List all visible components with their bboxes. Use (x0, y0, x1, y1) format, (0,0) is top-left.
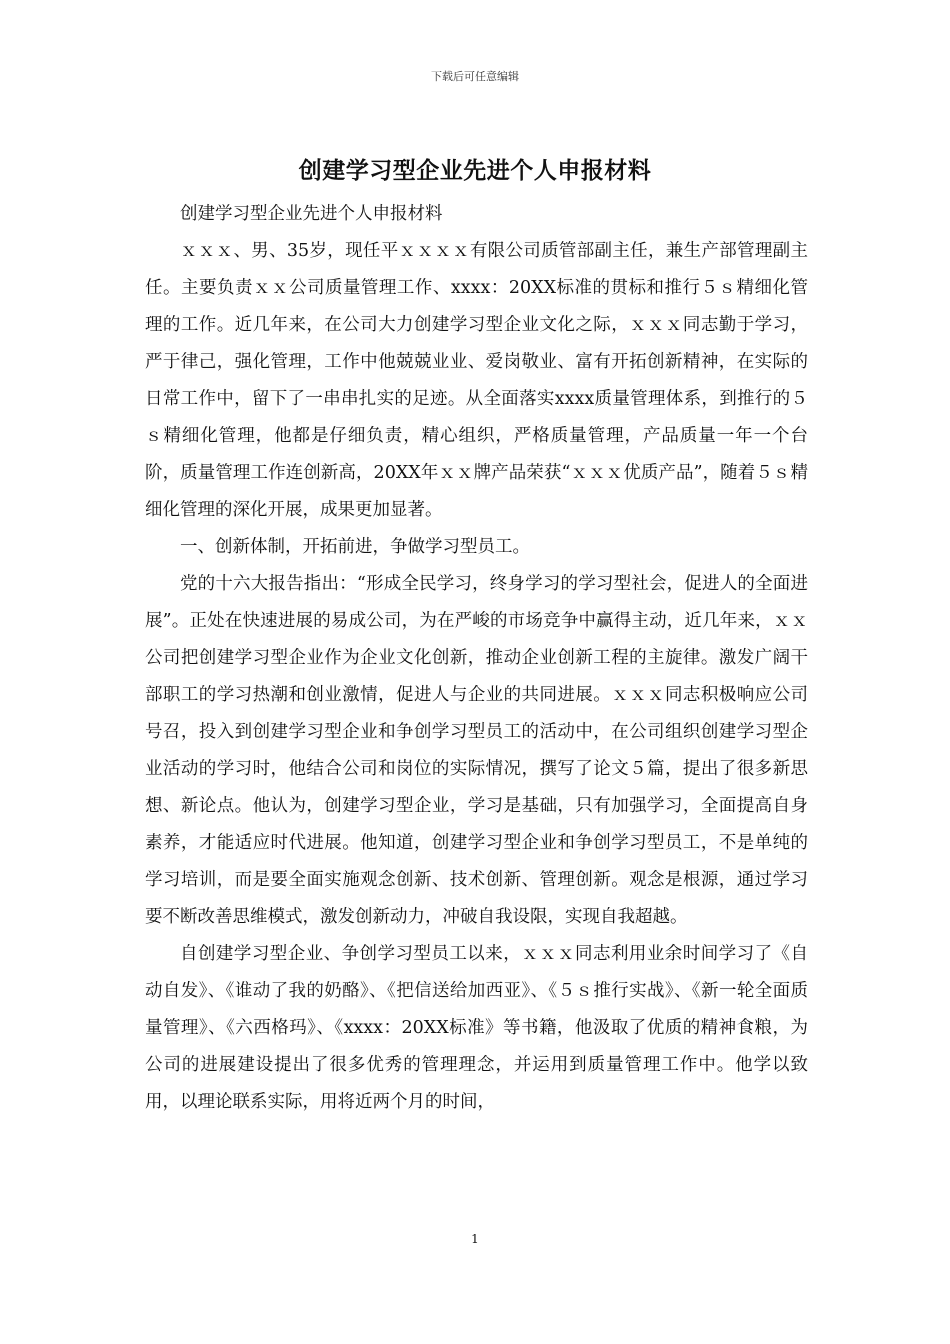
paragraph-books: 自创建学习型企业、争创学习型员工以来，ｘｘｘ同志利用业余时间学习了《自动自发》、《谁动了我的奶酪》、《把信送给加西亚》、《５ｓ推行实战》、《新一轮全面质量管理》、《六西格玛》、《xxxx：20XX标准》等书籍，他汲取了优质的精神食粮，为公司的进展建设提出了很多优秀的管理理念，并运用到质量管理工作中。他学以致用，以理论联系实际，用将近两个月的时间， (145, 944, 808, 1112)
page-number: 1 (471, 1232, 479, 1246)
section-heading: 一、创新体制，开拓前进，争做学习型员工。 (180, 537, 530, 557)
header-note: 下载后可任意编辑 (431, 70, 519, 83)
document-title: 创建学习型企业先进个人申报材料 (298, 157, 652, 184)
paragraph-intro: ｘｘｘ、男、35岁，现任平ｘｘｘｘ有限公司质管部副主任，兼生产部管理副主任。主要负责ｘｘ公司质量管理工作、xxxx：20XX标准的贯标和推行５ｓ精细化管理的工作。近几年来，在公司大力创建学习型企业文化之际，ｘｘｘ同志勤于学习，严于律己，强化管理，工作中他兢兢业业、爱岗敬业、富有开拓创新精神，在实际的日常工作中，留下了一串串扎实的足迹。从全面落实xxxx质量管理体系，到推行的５ｓ精细化管理，他都是仔细负责，精心组织，严格质量管理，产品质量一年一个台阶，质量管理工作连创新高，20XX年ｘｘ牌产品荣获“ｘｘｘ优质产品”，随着５ｓ精细化管理的深化开展，成果更加显著。 (145, 241, 808, 520)
document-body (145, 196, 808, 1121)
paragraph-learning: 党的十六大报告指出：“形成全民学习，终身学习的学习型社会，促进人的全面进展”。正处在快速进展的易成公司，为在严峻的市场竞争中赢得主动，近几年来，ｘｘ公司把创建学习型企业作为企业文化创新，推动企业创新工程的主旋律。激发广阔干部职工的学习热潮和创业激情，促进人与企业的共同进展。ｘｘｘ同志积极响应公司号召，投入到创建学习型企业和争创学习型员工的活动中，在公司组织创建学习型企业活动的学习时，他结合公司和岗位的实际情况，撰写了论文５篇，提出了很多新思想、新论点。他认为，创建学习型企业，学习是基础，只有加强学习，全面提高自身素养，才能适应时代进展。他知道，创建学习型企业和争创学习型员工，不是单纯的学习培训，而是要全面实施观念创新、技术创新、管理创新。观念是根源，通过学习要不断改善思维模式，激发创新动力，冲破自我设限，实现自我超越。 (145, 574, 808, 927)
paragraph-subtitle: 创建学习型企业先进个人申报材料 (180, 204, 443, 224)
